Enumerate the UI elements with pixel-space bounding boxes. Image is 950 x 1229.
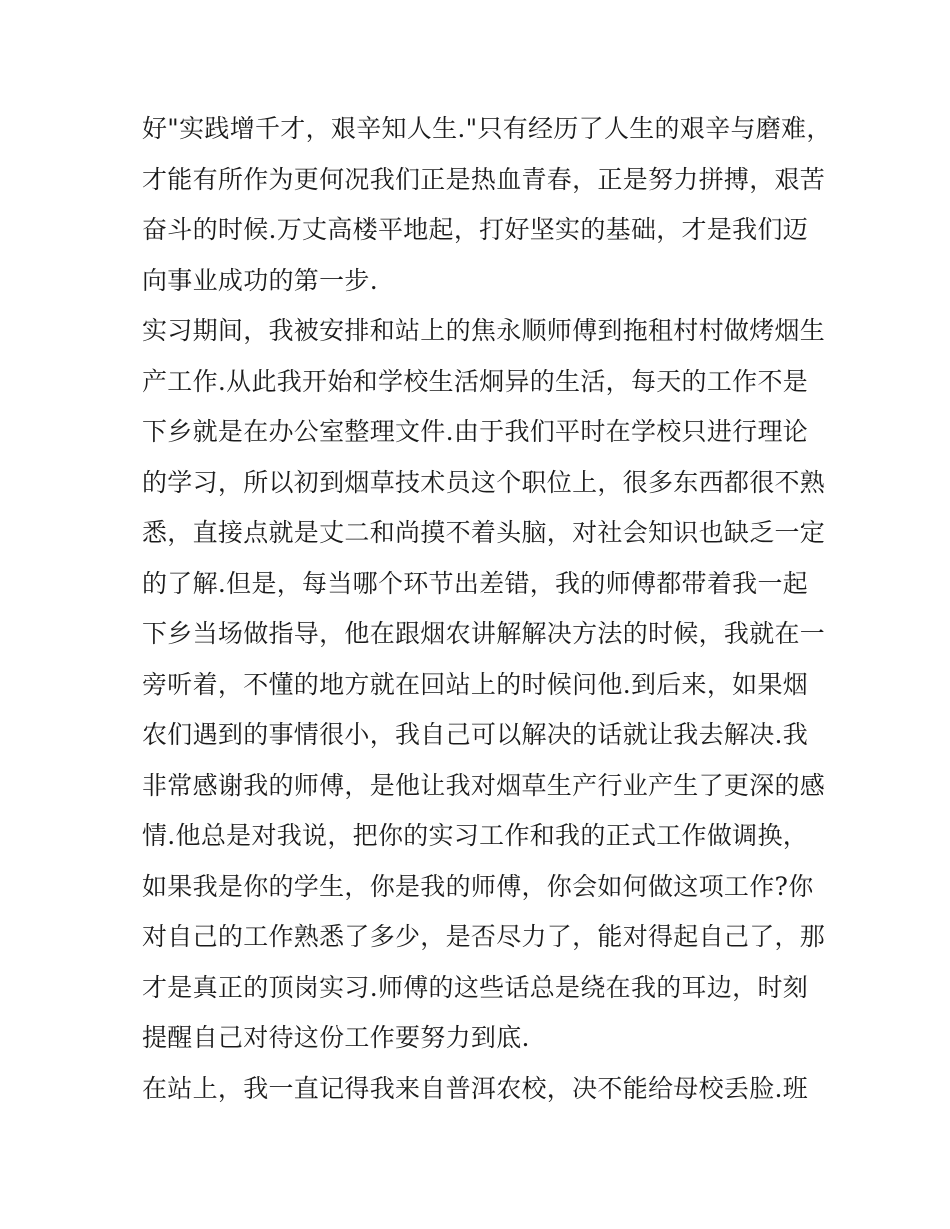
text-line: 情.他总是对我说，把你的实习工作和我的正式工作做调换， bbox=[142, 821, 809, 850]
text-line: 悉，直接点就是丈二和尚摸不着头脑，对社会知识也缺乏一定 bbox=[142, 518, 826, 547]
text-line: 下乡当场做指导，他在跟烟农讲解解决方法的时候，我就在一 bbox=[142, 619, 826, 648]
text-line: 农们遇到的事情很小，我自己可以解决的话就让我去解决.我 bbox=[142, 720, 809, 749]
text-line: 的学习，所以初到烟草技术员这个职位上，很多东西都很不熟 bbox=[142, 467, 826, 497]
text-line: 非常感谢我的师傅，是他让我对烟草生产行业产生了更深的感 bbox=[142, 770, 826, 800]
text-line: 如果我是你的学生，你是我的师傅，你会如何做这项工作?你 bbox=[142, 871, 814, 901]
text-line: 好"实践增千才，艰辛知人生."只有经历了人生的艰辛与磨难， bbox=[142, 114, 832, 143]
text-line: 的了解.但是，每当哪个环节出差错，我的师傅都带着我一起 bbox=[142, 568, 809, 598]
text-line: 提醒自己对待这份工作要努力到底. bbox=[142, 1023, 530, 1052]
text-line: 才能有所作为更何况我们正是热血青春，正是努力拼搏，艰苦 bbox=[142, 164, 826, 194]
text-line: 对自己的工作熟悉了多少，是否尽力了，能对得起自己了，那 bbox=[142, 922, 826, 951]
text-line: 在站上，我一直记得我来自普洱农校，决不能给母校丢脸.班 bbox=[142, 1073, 809, 1103]
text-line: 奋斗的时候.万丈高楼平地起，打好坚实的基础，才是我们迈 bbox=[142, 215, 809, 244]
text-line: 向事业成功的第一步. bbox=[142, 265, 378, 295]
text-line: 才是真正的顶岗实习.师傅的这些话总是绕在我的耳边，时刻 bbox=[142, 972, 809, 1002]
body-text bbox=[142, 104, 832, 1114]
text-line: 旁听着，不懂的地方就在回站上的时候问他.到后来，如果烟 bbox=[142, 669, 809, 699]
text-line: 产工作.从此我开始和学校生活炯异的生活，每天的工作不是 bbox=[142, 366, 809, 396]
text-line: 下乡就是在办公室整理文件.由于我们平时在学校只进行理论 bbox=[142, 417, 809, 446]
text-line: 实习期间，我被安排和站上的焦永顺师傅到拖租村村做烤烟生 bbox=[142, 316, 826, 345]
